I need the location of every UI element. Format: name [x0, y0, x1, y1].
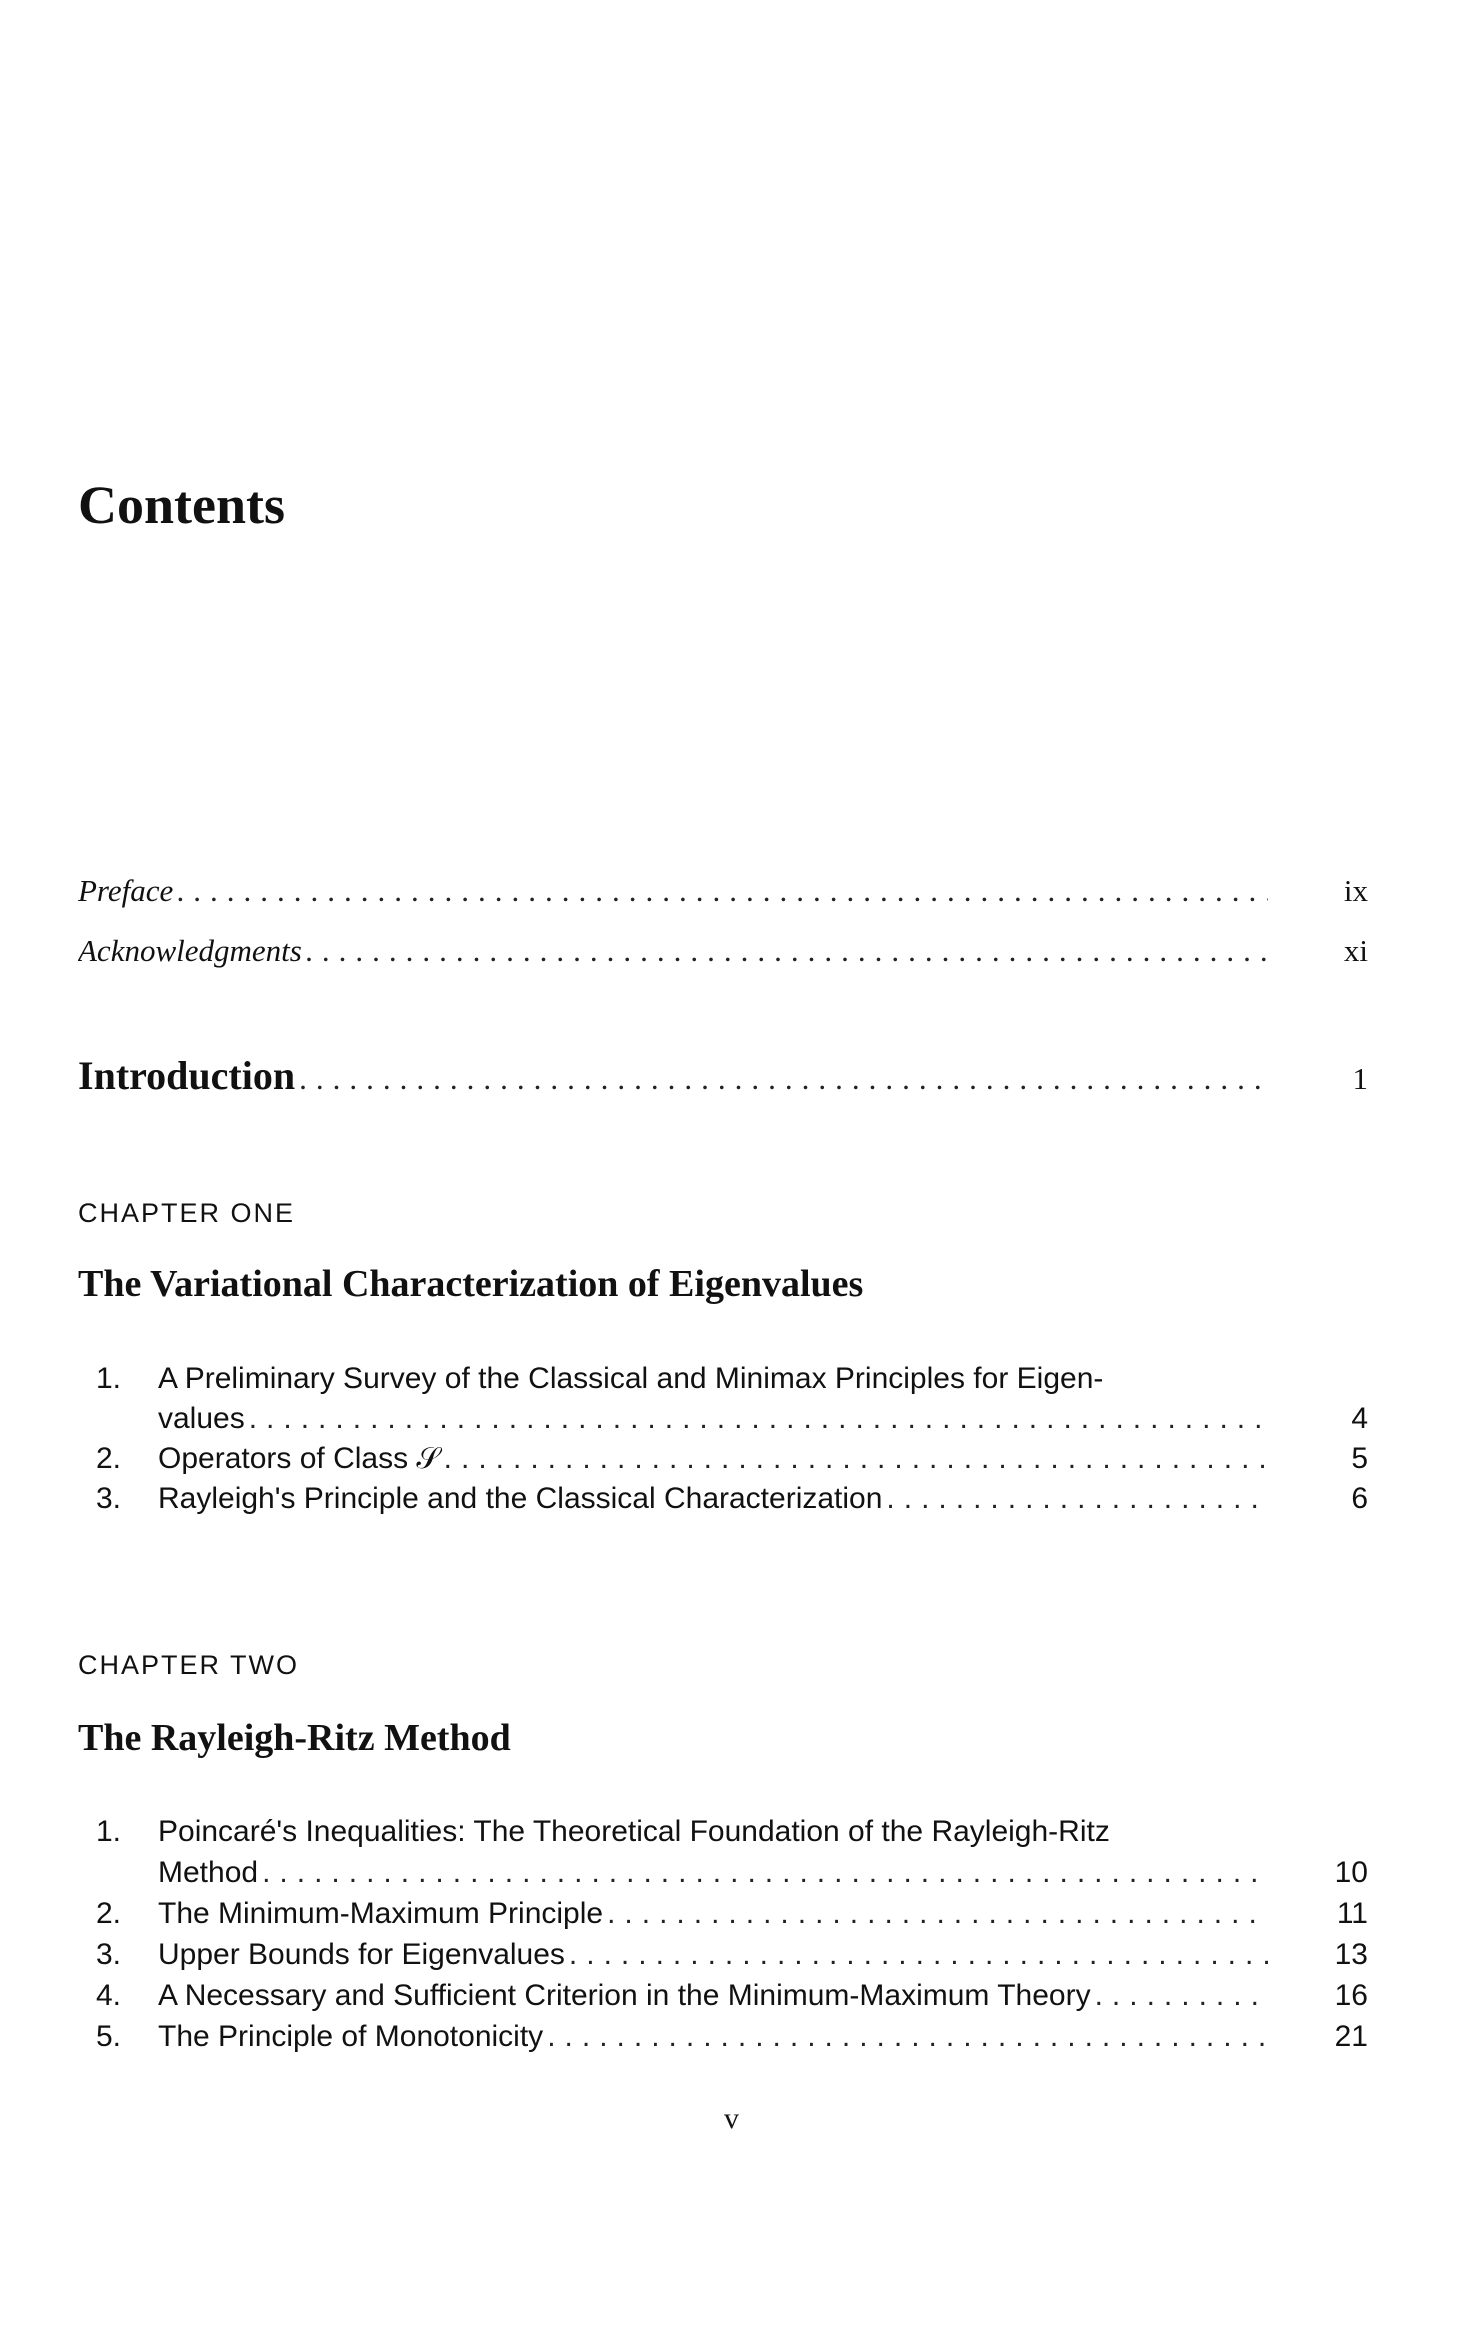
dot-leader	[440, 1442, 1268, 1476]
toc-section[interactable]	[96, 1442, 1368, 1476]
toc-section-continuation[interactable]	[158, 1856, 1368, 1890]
chapter-title[interactable]: The Variational Characterization of Eigenvalues	[78, 1263, 864, 1305]
toc-entry-preface[interactable]	[78, 873, 1368, 909]
page-number: 11	[1336, 1897, 1368, 1930]
toc-section[interactable]	[96, 2020, 1368, 2054]
dot-leader	[882, 1482, 1268, 1516]
section-label: A Preliminary Survey of the Classical and Minimax Principles for Eigen-	[158, 1362, 1104, 1395]
toc-section[interactable]	[96, 1362, 1368, 1396]
section-number: 5.	[96, 2020, 122, 2053]
toc-section[interactable]	[96, 1897, 1368, 1931]
dot-leader	[302, 933, 1268, 969]
dot-leader	[1091, 1979, 1268, 2013]
toc-section[interactable]	[96, 1815, 1368, 1849]
dot-leader	[173, 873, 1268, 909]
page-number: 5	[1351, 1442, 1368, 1475]
section-label: Upper Bounds for Eigenvalues	[158, 1938, 565, 1971]
entry-label: Introduction	[78, 1053, 296, 1098]
page-number: 6	[1351, 1482, 1368, 1515]
section-label-cont: Method	[158, 1856, 259, 1889]
section-label-cont: values	[158, 1402, 245, 1435]
page-number: xi	[1343, 933, 1368, 968]
toc-section[interactable]	[96, 1979, 1368, 2013]
section-number: 1.	[96, 1362, 122, 1395]
section-label: A Necessary and Sufficient Criterion in the Minimum-Maximum Theory	[158, 1979, 1091, 2012]
section-label: Operators of Class 𝒮	[158, 1442, 440, 1475]
page-number: 10	[1334, 1856, 1368, 1889]
chapter-label: CHAPTER ONE	[78, 1198, 296, 1228]
dot-leader	[565, 1938, 1268, 1972]
entry-label: Acknowledgments	[78, 933, 302, 968]
page-number: 1	[1352, 1061, 1368, 1096]
dot-leader	[543, 2020, 1268, 2054]
section-label: Rayleigh's Principle and the Classical Characterization	[158, 1482, 883, 1515]
toc-section[interactable]	[96, 1938, 1368, 1972]
section-label: The Principle of Monotonicity	[158, 2020, 544, 2053]
section-number: 2.	[96, 1897, 122, 1930]
page-number: 4	[1351, 1402, 1368, 1435]
page-number: 16	[1334, 1979, 1368, 2012]
section-number: 3.	[96, 1482, 122, 1515]
section-label: The Minimum-Maximum Principle	[158, 1897, 604, 1930]
dot-leader	[258, 1856, 1268, 1890]
toc-section-continuation[interactable]	[158, 1402, 1368, 1436]
chapter-label: CHAPTER TWO	[78, 1650, 300, 1680]
toc-entry-introduction[interactable]	[78, 1052, 1368, 1099]
dot-leader	[245, 1402, 1268, 1436]
section-label: Poincaré's Inequalities: The Theoretical Foundation of the Rayleigh-Ritz	[158, 1815, 1110, 1848]
page-folio: v	[724, 2102, 739, 2135]
section-number: 3.	[96, 1938, 122, 1971]
page-number: 21	[1334, 2020, 1368, 2053]
toc-entry-acknowledgments[interactable]	[78, 933, 1368, 969]
section-number: 4.	[96, 1979, 122, 2012]
dot-leader	[603, 1897, 1268, 1931]
toc-section[interactable]	[96, 1482, 1368, 1516]
chapter-title[interactable]: The Rayleigh-Ritz Method	[78, 1717, 511, 1759]
dot-leader	[295, 1061, 1268, 1097]
section-number: 2.	[96, 1442, 122, 1475]
section-number: 1.	[96, 1815, 122, 1848]
entry-label: Preface	[78, 873, 174, 908]
page-number: 13	[1334, 1938, 1368, 1971]
page-title: Contents	[78, 475, 286, 535]
page-number: ix	[1343, 873, 1368, 908]
